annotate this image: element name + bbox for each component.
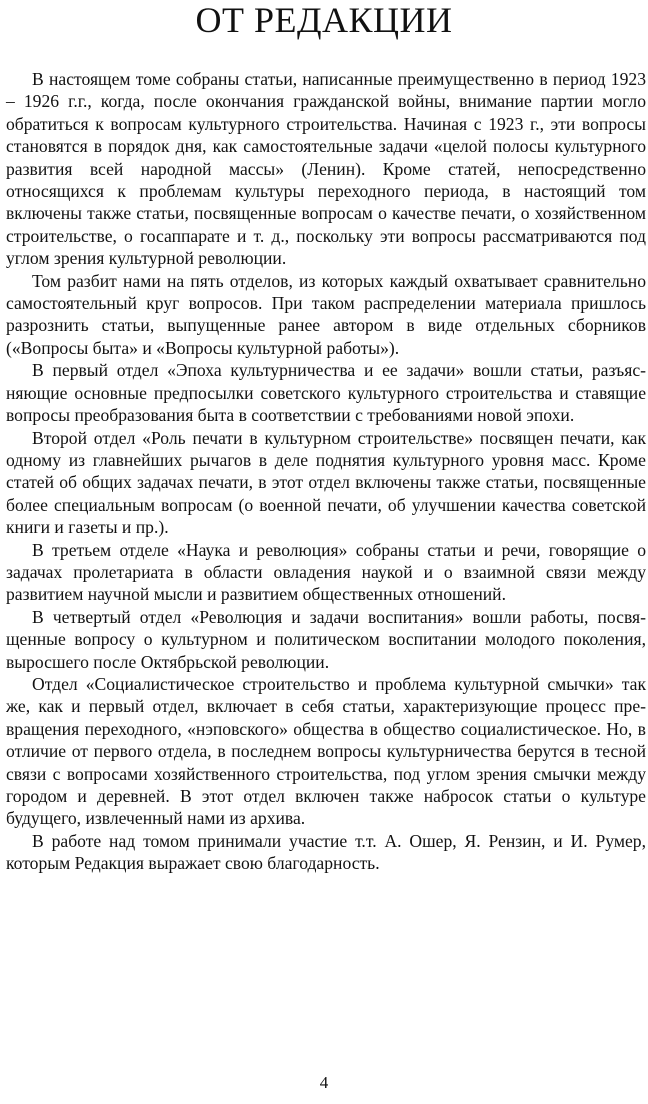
page-title: ОТ РЕДАКЦИИ	[195, 0, 453, 40]
body-text	[6, 68, 646, 875]
paragraph-section-1: В первый отдел «Эпоха культурничества и ее задачи» вошли статьи, разъясняющие основные предпосылки советского культурного строительства и ставящие вопросы преобразования быта в соответствии с требованиями новой эпохи.	[6, 360, 646, 426]
paragraph-section-2: Второй отдел «Роль печати в культурном строительстве» посвящен печати, как одному из главнейших рычагов в деле поднятия культурного уровня масс. Кроме статей об общих задачах печати, в этот отдел включены также статьи, посвященные более специальным вопросам (о военной печати, об улучшении качества советской книги и газеты и пр.).	[6, 427, 646, 538]
paragraph-acknowledgements: В работе над томом принимали участие т.т. А. Ошер, Я. Рензин, и И. Румер, которым Редакция выражает свою благодарность.	[6, 830, 646, 874]
page-number: 4	[319, 1073, 329, 1092]
paragraph-section-3: В третьем отделе «Наука и революция» собраны статьи и речи, говорящие о задачах пролетариата в области овладения наукой и о взаимной связи между развитием научной мысли и развитием общественных отношений.	[6, 539, 646, 605]
paragraph-section-4: В четвертый отдел «Революция и задачи воспитания» вошли работы, посвященные вопросу о культурном и политическом воспитании молодого поколения, выросшего после Октябрьской революции.	[6, 606, 646, 672]
paragraph-section-5: Отдел «Социалистическое строительство и проблема культурной смычки» так же, как и первый отдел, включает в себя статьи, характеризующие процесс превращения переходного, «нэповского» общества в общество социалистическое. Но, в отличие от первого отдела, в последнем вопросы культурничества берутся в тесной связи с вопросами хозяйственного строительства, под углом зрения смычки между городом и деревней. В этот отдел включен также набросок статьи о культуре будущего, извлеченный нами из архива.	[6, 673, 646, 829]
paragraph-intro: В настоящем томе собраны статьи, написанные преимущественно в период 1923 – 1926 г.г., когда, после окончания гражданской войны, внимание партии могло обратиться к вопросам культурного строительства. Начиная с 1923 г., эти вопросы становятся в порядок дня, как самостоятельные задачи «целой полосы культурного развития всей народной массы» (Ленин). Кроме статей, непосредственно относящихся к проблемам культуры переходного периода, в настоящий том включены также статьи, посвященные вопросам о качестве печати, о хозяйственном строительстве, о госаппарате и т. д., поскольку эти вопросы рассматриваются под углом зрения культурной революции.	[6, 69, 646, 269]
paragraph-structure: Том разбит нами на пять отделов, из которых каждый охватывает сравнительно самостоятельный круг вопросов. При таком распределении материала пришлось разрознить статьи, выпущенные ранее автором в виде отдельных сборников («Вопросы быта» и «Вопросы культурной работы»).	[6, 270, 646, 358]
